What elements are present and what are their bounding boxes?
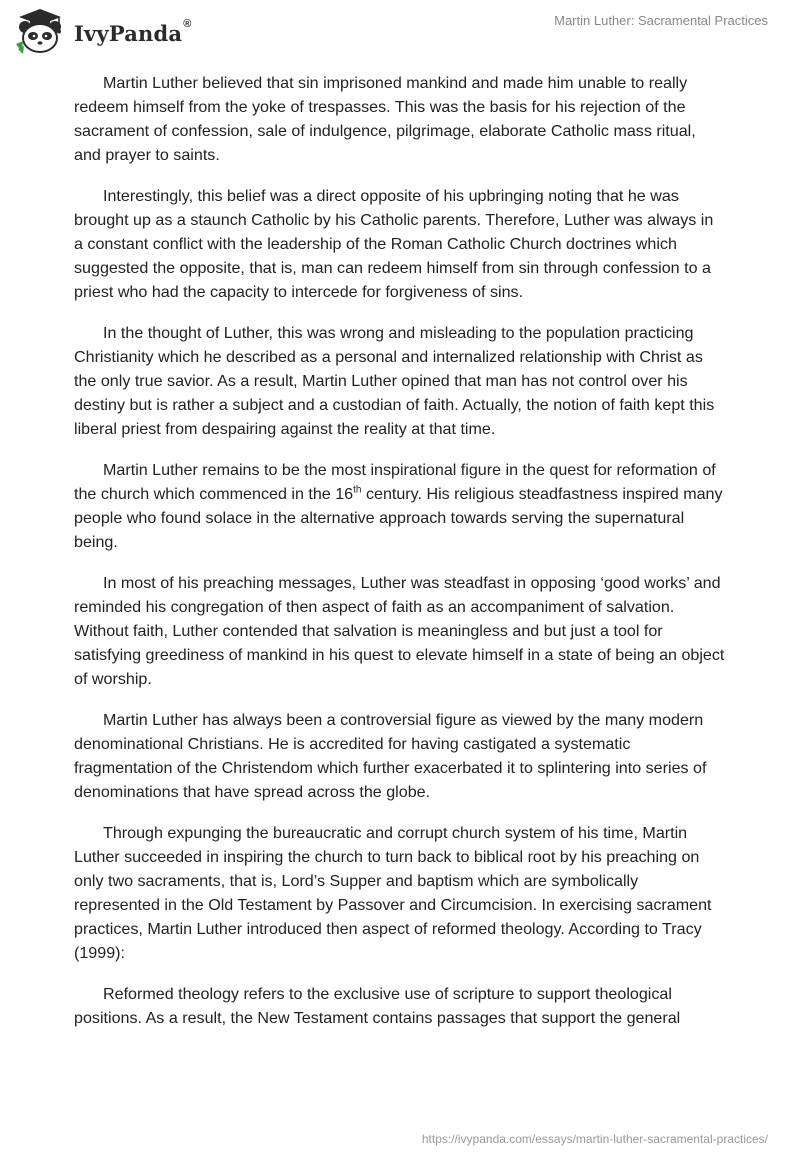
page-header — [0, 0, 800, 60]
panda-graduate-icon — [14, 8, 66, 54]
paragraph-4-text-start: Martin Luther remains to be the most inspirational figure in the quest for reformation of the church which commenced in the 16 — [74, 461, 716, 503]
paragraph-7: Through expunging the bureaucratic and corrupt church system of his time, Martin Luther succeeded in inspiring the church to turn back to biblical root by his preaching on only two sacraments, that is, Lord’s Supper and baptism which are symbolically represented in the Old Testament by Passover and Circumcision. In exercising sacrament practices, Martin Luther introduced then aspect of reformed theology. According to Tracy (1999): — [74, 824, 712, 962]
brand-logo[interactable] — [14, 8, 192, 54]
paragraph-2: Interestingly, this belief was a direct opposite of his upbringing noting that he was brought up as a staunch Catholic by his Catholic parents. Therefore, Luther was always in a constant conflict with the leadership of the Roman Catholic Church doctrines which suggested the opposite, that is, man can redeem himself from sin through confession to a priest who had the capacity to intercede for forgiveness of sins. — [74, 187, 714, 301]
paragraph-1: Martin Luther believed that sin imprisoned mankind and made him unable to really redeem himself from the yoke of trespasses. This was the basis for his rejection of the sacrament of confession, sale of indulgence, pilgrimage, elaborate Catholic mass ritual, and prayer to saints. — [74, 74, 696, 164]
paragraph-4 — [74, 458, 726, 554]
brand-name: IvyPanda® — [74, 17, 192, 46]
source-url[interactable]: https://ivypanda.com/essays/martin-luther-sacramental-practices/ — [421, 1132, 768, 1146]
registered-mark: ® — [183, 17, 192, 30]
document-title: Martin Luther: Sacramental Practices — [554, 13, 768, 28]
paragraph-8: Reformed theology refers to the exclusive use of scripture to support theological positions. As a result, the New Testament contains passages that support the general — [74, 985, 681, 1027]
paragraph-5: In most of his preaching messages, Luther was steadfast in opposing ‘good works’ and reminded his congregation of then aspect of faith as an accompaniment of salvation. Without faith, Luther contended that salvation is meaningless and but just a tool for satisfying greediness of mankind in his quest to elevate himself in a state of being an object of worship. — [74, 574, 725, 688]
paragraph-4-text-end: century. His religious steadfastness inspired many people who found solace in the alternative approach towards serving the supernatural being. — [74, 485, 723, 551]
essay-body — [74, 71, 726, 1047]
paragraph-3: In the thought of Luther, this was wrong and misleading to the population practicing Christianity which he described as a personal and internalized relationship with Christ as the only true savior. As a result, Martin Luther opined that man has not control over his destiny but is rather a subject and a custodian of faith. Actually, the notion of faith kept this liberal priest from despairing against the reality at that time. — [74, 324, 715, 438]
paragraph-6: Martin Luther has always been a controversial figure as viewed by the many modern denominational Christians. He is accredited for having castigated a systematic fragmentation of the Christendom which further exacerbated it to splintering into series of denominations that have spread across the globe. — [74, 711, 707, 801]
ordinal-suffix: th — [353, 484, 362, 496]
